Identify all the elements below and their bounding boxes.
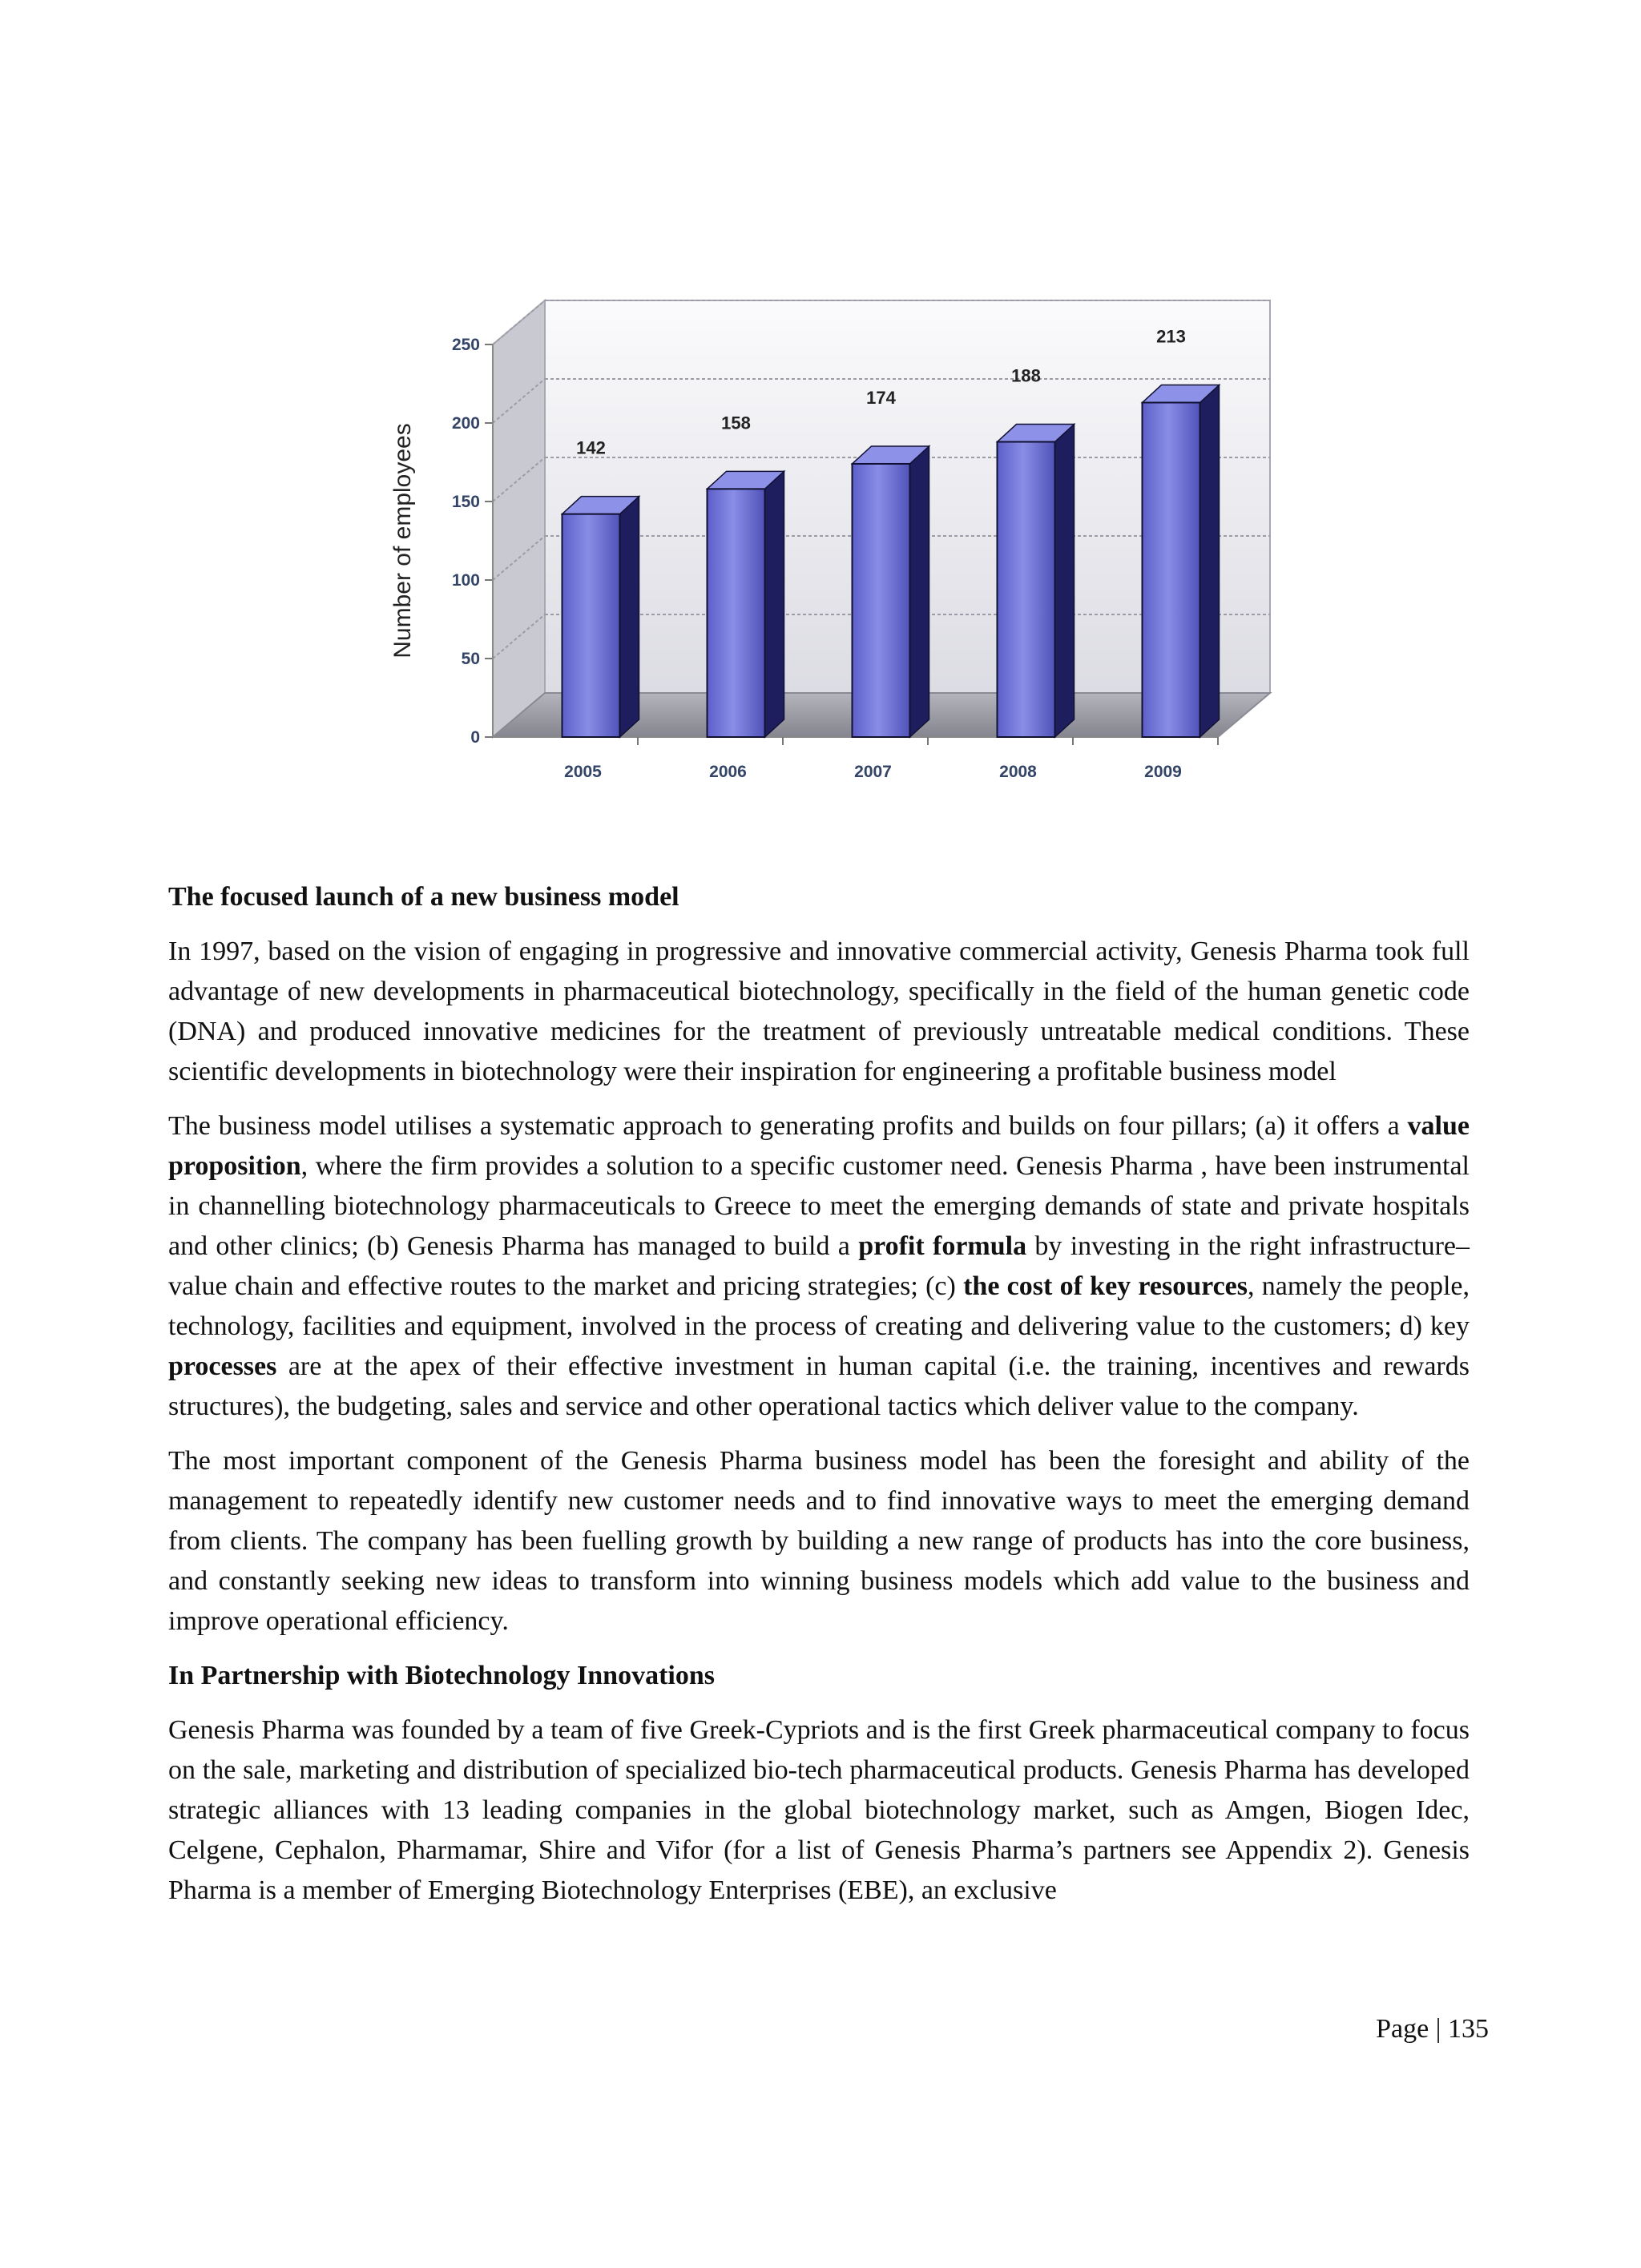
bar-side	[910, 446, 929, 737]
chart-plot-area	[389, 300, 1270, 781]
text-run: are at the apex of their effective investment in human capital (i.e. the training, incentives and rewards structures), the budgeting, sales and service and other operational tactics which deliver value to the company.	[168, 1352, 1470, 1421]
body-paragraph	[168, 1106, 1470, 1427]
x-tick-label: 2006	[709, 763, 747, 781]
text-run: , where the firm provides a solution to a specific customer need. Genesis Pharma , have been instrumental in channelling biotechnology pharmaceuticals to Greece to meet the emerging demands of state and private hospitals and other clinics; (b) Genesis Pharma has managed to build a	[168, 1151, 1470, 1261]
body-paragraph	[168, 1441, 1470, 1642]
text-run: The most important component of the Genesis Pharma business model has been the foresight and ability of the management to repeatedly identify new customer needs and to find innovative ways to meet the emerging demand from clients. The company has been fuelling growth by building a new range of products has into the core business, and constantly seeking new ideas to transform into winning business models which add value to the business and improve operational efficiency.	[168, 1446, 1470, 1636]
section-heading-partnership: In Partnership with Biotechnology Innovations	[168, 1661, 715, 1690]
data-label: 174	[866, 387, 896, 408]
y-tick-label: 200	[451, 414, 480, 433]
bar	[1143, 403, 1200, 737]
bold-term: profit formula	[858, 1231, 1027, 1261]
employees-bar-chart	[377, 280, 1282, 801]
x-tick-label: 2005	[564, 763, 602, 781]
data-label: 188	[1011, 365, 1041, 386]
text-run: The business model utilises a systematic approach to generating profits and builds on four pillars; (a) it offers a	[168, 1111, 1408, 1141]
bar-side	[1200, 385, 1220, 737]
y-tick-label: 250	[451, 336, 480, 354]
y-axis-label: Number of employees	[389, 423, 416, 659]
bar-side	[765, 471, 784, 737]
x-tick-label: 2007	[854, 763, 892, 781]
section-paragraphs-partnership	[168, 1710, 1470, 1911]
data-label: 213	[1156, 326, 1186, 347]
section-heading-business-model: The focused launch of a new business model	[168, 882, 679, 912]
x-tick-label: 2009	[1144, 763, 1182, 781]
document-body	[168, 877, 1470, 1925]
data-label: 142	[576, 437, 606, 458]
chart-svg	[377, 280, 1282, 801]
bar	[998, 442, 1055, 737]
text-run: by investing in the right infrastructure– value chain and effective routes to the market and pricing strategies; (c)	[168, 1231, 1470, 1301]
bar	[562, 514, 620, 737]
bar	[853, 464, 910, 737]
bar	[708, 489, 765, 737]
bold-term: the cost of key resources	[963, 1271, 1248, 1301]
chart-side-wall	[493, 300, 545, 737]
text-run: , namely the people, technology, facilities and equipment, involved in the process of creating and delivering value to the customers; d) key	[168, 1271, 1470, 1341]
x-tick-label: 2008	[999, 763, 1037, 781]
body-paragraph	[168, 1710, 1470, 1911]
y-tick-label: 50	[461, 650, 480, 668]
text-run: Genesis Pharma was founded by a team of five Greek-Cypriots and is the first Greek pharmaceutical company to focus on the sale, marketing and distribution of specialized bio-tech pharmaceutical products. Genesis Pharma has developed strategic alliances with 13 leading companies in the global biotechnology market, such as Amgen, Biogen Idec, Celgene, Cephalon, Pharmamar, Shire and Vifor (for a list of Genesis Pharma’s partners see Appendix 2). Genesis Pharma is a member of Emerging Biotechnology Enterprises (EBE), an exclusive	[168, 1715, 1470, 1905]
text-run: In 1997, based on the vision of engaging in progressive and innovative commercial activity, Genesis Pharma took full advantage of new developments in pharmaceutical biotechnology, specifically in the field of the human genetic code (DNA) and produced innovative medicines for the treatment of previously untreatable medical conditions. These scientific developments in biotechnology were their inspiration for engineering a profitable business model	[168, 937, 1470, 1086]
bar-side	[620, 497, 639, 737]
bold-term: value proposition	[168, 1111, 1470, 1181]
bar-side	[1055, 425, 1075, 737]
page-number: Page | 135	[1376, 2014, 1489, 2044]
section-paragraphs-business-model	[168, 932, 1470, 1642]
y-tick-label: 100	[451, 571, 480, 590]
bold-term: processes	[168, 1352, 277, 1381]
y-tick-label: 150	[451, 493, 480, 511]
body-paragraph	[168, 932, 1470, 1092]
data-label: 158	[721, 413, 751, 433]
y-tick-label: 0	[470, 728, 480, 747]
